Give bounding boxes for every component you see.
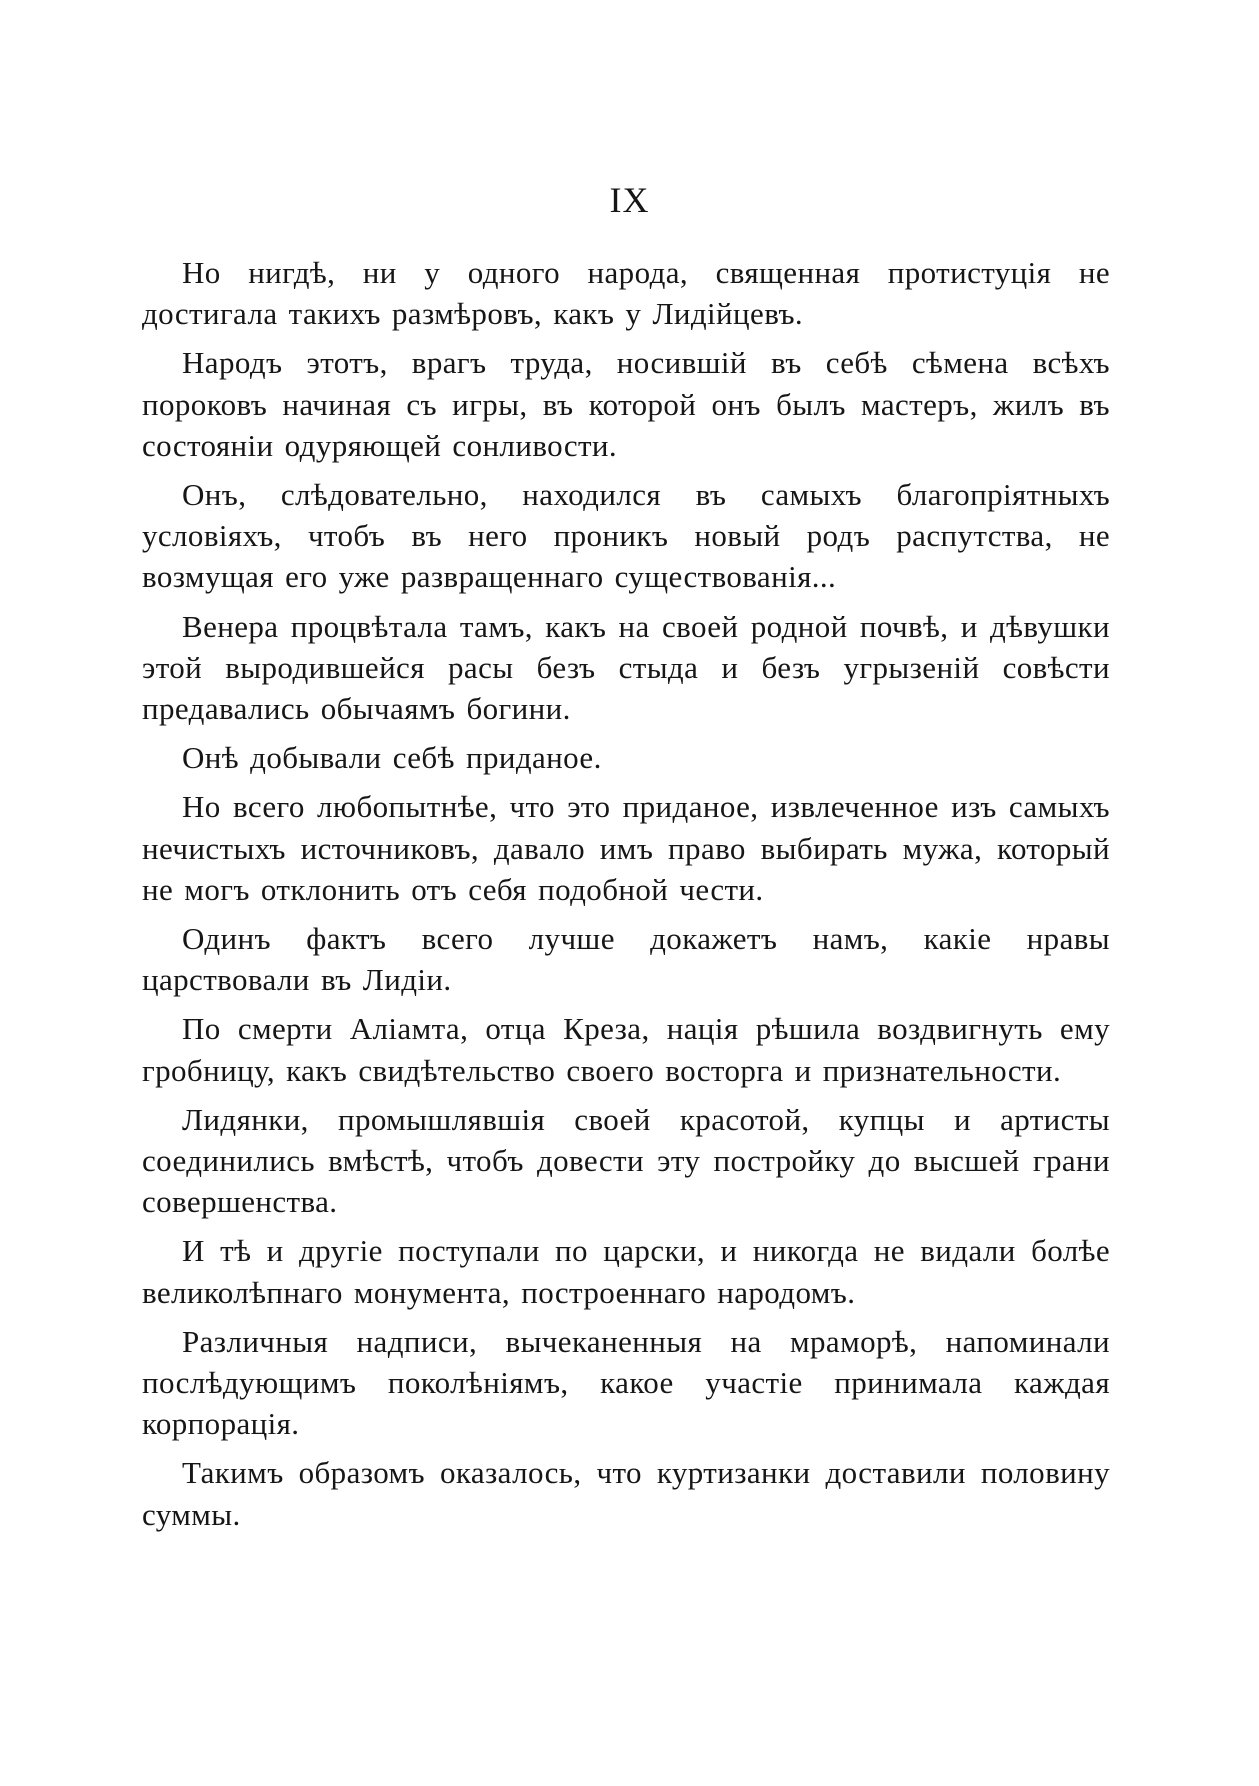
paragraph: И тѣ и другіе поступали по царски, и никогда не видали болѣе великолѣпнаго монумента, построеннаго народомъ. — [142, 1233, 1110, 1310]
paragraph: По смерти Аліамта, отца Креза, нація рѣшила воздвигнуть ему гробницу, какъ свидѣтельство своего восторга и признательности. — [142, 1011, 1110, 1088]
paragraph: Народъ этотъ, врагъ труда, носившій въ себѣ сѣмена всѣхъ пороковъ начиная съ игры, въ которой онъ былъ мастеръ, жилъ въ состояніи одуряющей сонливости. — [142, 345, 1110, 463]
paragraph: Лидянки, промышлявшія своей красотой, купцы и артисты соединились вмѣстѣ, чтобъ довести эту постройку до высшей грани совершенства. — [142, 1101, 1110, 1220]
body-text — [142, 252, 1110, 1535]
paragraph: Различныя надписи, вычеканенныя на мраморѣ, напоминали послѣдующимъ поколѣніямъ, какое участіе принимала каждая корпорація. — [142, 1323, 1110, 1442]
paragraph: Одинъ фактъ всего лучше докажетъ намъ, какіе нравы царствовали въ Лидіи. — [142, 921, 1110, 998]
paragraph: Онѣ добывали себѣ приданое. — [182, 740, 602, 776]
paragraph: Но нигдѣ, ни у одного народа, священная протистуція не достигала такихъ размѣровъ, какъ у Лидійцевъ. — [142, 255, 1110, 332]
paragraph: Онъ, слѣдовательно, находился въ самыхъ благопріятныхъ условіяхъ, чтобъ въ него проникъ новый родъ распутства, не возмущая его уже развращеннаго существованія... — [142, 477, 1110, 595]
chapter-number: IX — [609, 180, 650, 220]
paragraph: Такимъ образомъ оказалось, что куртизанки доставили половину суммы. — [142, 1455, 1110, 1532]
paragraph: Венера процвѣтала тамъ, какъ на своей родной почвѣ, и дѣвушки этой выродившейся расы безъ стыда и безъ угрызеній совѣсти предавались обычаямъ богини. — [142, 608, 1110, 727]
paragraph: Но всего любопытнѣе, что это приданое, извлеченное изъ самыхъ нечистыхъ источниковъ, давало имъ право выбирать мужа, который не могъ отклонить отъ себя подобной чести. — [142, 789, 1110, 907]
